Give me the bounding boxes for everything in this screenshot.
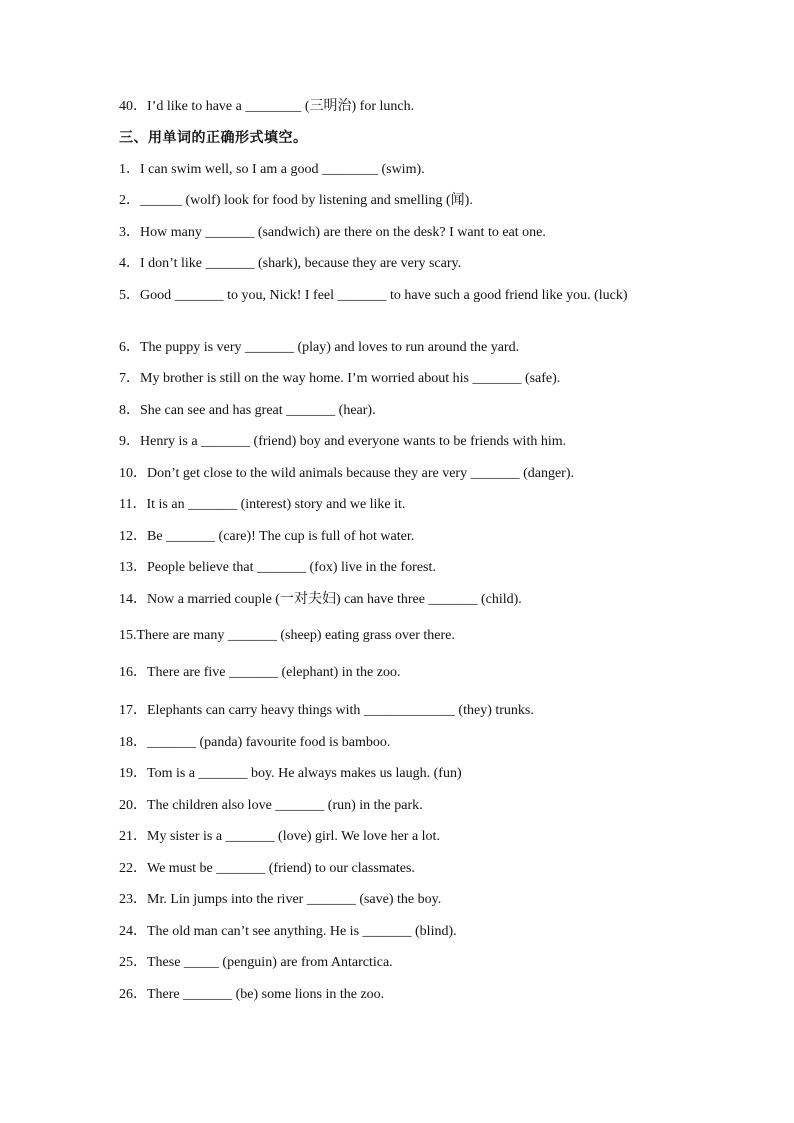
question-26: 26．There _______ (be) some lions in the zoo.	[119, 987, 385, 1002]
question-25: 25．These _____ (penguin) are from Antarctica.	[119, 955, 393, 970]
question-15: 15.There are many _______ (sheep) eating grass over there.	[119, 628, 455, 643]
section-heading: 三、用单词的正确形式填空。	[119, 130, 308, 146]
question-24: 24．The old man can’t see anything. He is _______ (blind).	[119, 924, 457, 939]
question-8: 8．She can see and has great _______ (hear).	[119, 403, 376, 418]
question-6: 6．The puppy is very _______ (play) and loves to run around the yard.	[119, 340, 520, 355]
question-7: 7．My brother is still on the way home. I’m worried about his _______ (safe).	[119, 371, 561, 386]
question-23: 23．Mr. Lin jumps into the river _______ (save) the boy.	[119, 892, 442, 907]
question-4: 4．I don’t like _______ (shark), because they are very scary.	[119, 256, 462, 271]
question-2: 2．______ (wolf) look for food by listening and smelling (闻).	[119, 193, 473, 208]
question-13: 13．People believe that _______ (fox) live in the forest.	[119, 560, 436, 575]
question-9: 9．Henry is a _______ (friend) boy and everyone wants to be friends with him.	[119, 434, 567, 449]
question-3: 3．How many _______ (sandwich) are there on the desk? I want to eat one.	[119, 225, 546, 240]
question-12: 12．Be _______ (care)! The cup is full of hot water.	[119, 529, 415, 544]
question-5: 5．Good _______ to you, Nick! I feel _______ to have such a good friend like you. (luck)	[119, 288, 628, 303]
question-22: 22．We must be _______ (friend) to our classmates.	[119, 861, 415, 876]
question-10: 10．Don’t get close to the wild animals because they are very _______ (danger).	[119, 466, 574, 481]
question-17: 17．Elephants can carry heavy things with _____________ (they) trunks.	[119, 703, 534, 718]
question-20: 20．The children also love _______ (run) in the park.	[119, 798, 423, 813]
question-16: 16．There are five _______ (elephant) in the zoo.	[119, 665, 401, 680]
question-19: 19．Tom is a _______ boy. He always makes us laugh. (fun)	[119, 766, 462, 781]
question-1: 1．I can swim well, so I am a good ________ (swim).	[119, 162, 425, 177]
question-14: 14．Now a married couple (一对夫妇) can have three _______ (child).	[119, 592, 522, 607]
question-18: 18．_______ (panda) favourite food is bamboo.	[119, 735, 391, 750]
question-40: 40．I’d like to have a ________ (三明治) for lunch.	[119, 99, 415, 114]
question-21: 21．My sister is a _______ (love) girl. We love her a lot.	[119, 829, 440, 844]
question-11: 11．It is an _______ (interest) story and we like it.	[119, 497, 406, 512]
